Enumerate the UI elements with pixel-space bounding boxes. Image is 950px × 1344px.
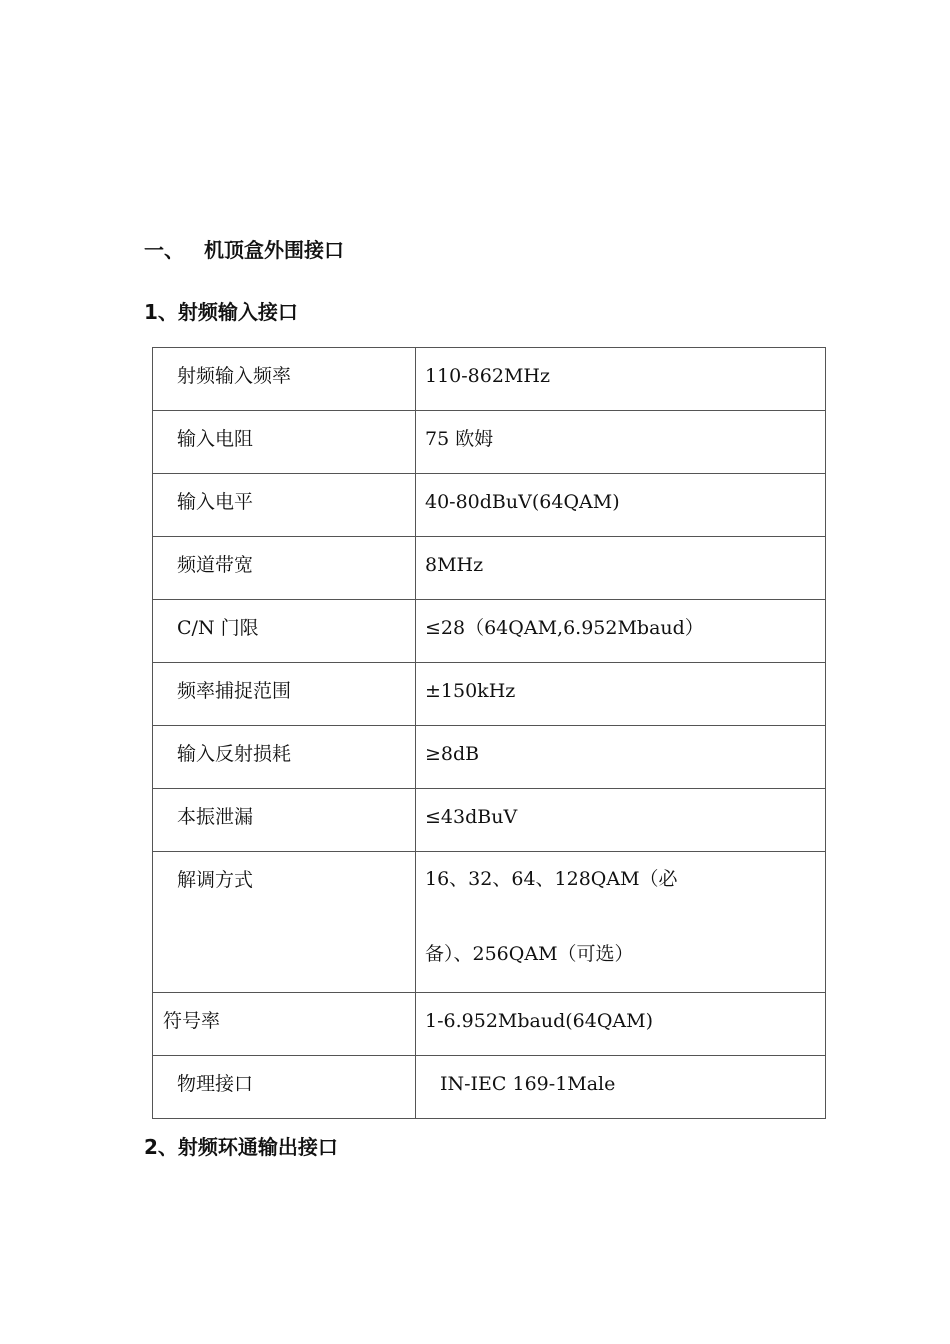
table-cell-value (416, 537, 826, 600)
table-cell-value (416, 600, 826, 663)
param-value: 8MHz (425, 554, 484, 576)
table-cell-label (153, 1056, 416, 1119)
param-label: 符号率 (163, 1010, 221, 1032)
table-cell-label (153, 789, 416, 852)
param-label: 射频输入频率 (177, 365, 292, 387)
param-value: 40-80dBuV(64QAM) (425, 491, 620, 513)
table-cell-value (416, 348, 826, 411)
param-label: 频率捕捉范围 (177, 680, 292, 702)
table-row (153, 726, 826, 789)
table-cell-label (153, 474, 416, 537)
table-row (153, 663, 826, 726)
param-value: ±150kHz (425, 680, 516, 702)
param-label: 输入电阻 (177, 428, 254, 450)
table-cell-value (416, 852, 826, 993)
table-row (153, 537, 826, 600)
param-value: 110-862MHz (425, 365, 550, 387)
table-row (153, 600, 826, 663)
section-title: 机顶盒外围接口 (204, 238, 344, 262)
table-row (153, 1056, 826, 1119)
table-row (153, 852, 826, 993)
table-row (153, 348, 826, 411)
rf-input-spec-table (152, 347, 826, 1119)
param-label: 物理接口 (177, 1073, 254, 1095)
param-value: ≤43dBuV (425, 806, 518, 828)
table-row (153, 411, 826, 474)
table-row (153, 993, 826, 1056)
param-value: ≥8dB (425, 743, 480, 765)
section-number: 一、 (144, 238, 184, 262)
table-cell-value (416, 663, 826, 726)
param-value: 1-6.952Mbaud(64QAM) (425, 1010, 653, 1032)
param-value: IN-IEC 169-1Male (440, 1073, 616, 1095)
table-cell-value (416, 726, 826, 789)
param-value: 75 欧姆 (425, 428, 494, 450)
param-value-line1: 16、32、64、128QAM（必 (425, 868, 678, 890)
table-cell-label (153, 411, 416, 474)
param-label: 输入反射损耗 (177, 743, 292, 765)
table-cell-value (416, 474, 826, 537)
param-label: 本振泄漏 (177, 806, 254, 828)
param-label: 解调方式 (177, 869, 254, 891)
table-cell-label (153, 600, 416, 663)
table-cell-label (153, 348, 416, 411)
subsection-heading-rf-loop-output: 2、射频环通输出接口 (144, 1135, 338, 1159)
table-cell-label (153, 726, 416, 789)
table-cell-label (153, 537, 416, 600)
table-cell-value (416, 993, 826, 1056)
param-label: C/N 门限 (177, 617, 259, 639)
param-value (416, 842, 825, 992)
table-cell-label (153, 663, 416, 726)
subsection-heading-rf-input: 1、射频输入接口 (144, 300, 298, 324)
table-cell-label (153, 993, 416, 1056)
param-value-line2: 备）、256QAM（可选） (425, 943, 634, 965)
table-row (153, 474, 826, 537)
table-cell-value (416, 411, 826, 474)
table-cell-label (153, 852, 416, 993)
table-cell-value (416, 1056, 826, 1119)
param-value: ≤28（64QAM,6.952Mbaud） (425, 617, 704, 639)
param-label: 输入电平 (177, 491, 254, 513)
section-heading (144, 238, 344, 262)
param-label: 频道带宽 (177, 554, 254, 576)
